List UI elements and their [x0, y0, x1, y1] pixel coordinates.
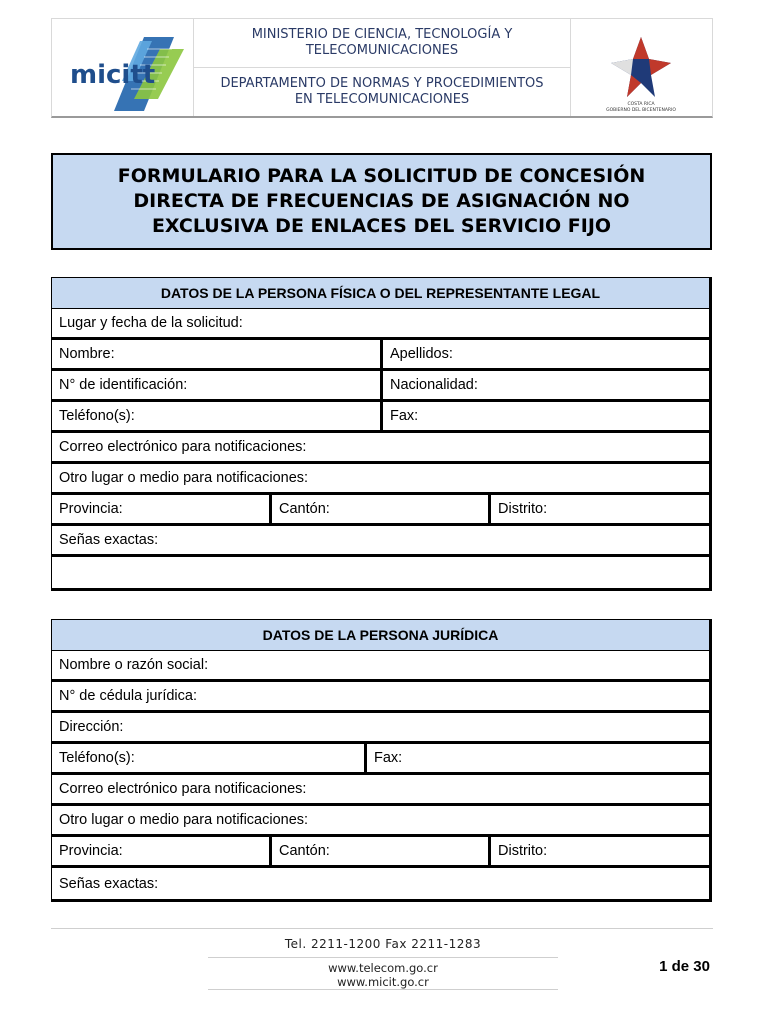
form-row: [52, 402, 709, 433]
direccion-field[interactable]: Dirección:: [59, 719, 124, 735]
micitt-logo-icon: [52, 19, 194, 119]
form-row: [52, 651, 709, 682]
svg-text:GOBIERNO DEL BICENTENARIO: GOBIERNO DEL BICENTENARIO: [606, 108, 676, 113]
persona-fisica-section: [51, 277, 712, 591]
persona-juridica-heading: DATOS DE LA PERSONA JURÍDICA: [52, 620, 709, 651]
form-row: [52, 495, 709, 526]
header-center: [194, 19, 570, 116]
nombre-field[interactable]: Nombre:: [52, 340, 383, 368]
razon-social-field[interactable]: Nombre o razón social:: [59, 657, 209, 673]
document-header: [51, 18, 713, 118]
lugar-fecha-field[interactable]: Lugar y fecha de la solicitud:: [59, 315, 243, 331]
star-emblem-icon: [571, 19, 713, 119]
form-row: [52, 309, 709, 340]
distrito-field[interactable]: Distrito:: [498, 843, 548, 859]
form-row: [52, 371, 709, 402]
costa-rica-logo: [570, 19, 712, 116]
telefono-field[interactable]: Teléfono(s):: [52, 402, 383, 430]
footer-divider: [51, 928, 713, 929]
identificacion-field[interactable]: N° de identificación:: [52, 371, 383, 399]
fax-field[interactable]: Fax:: [374, 750, 403, 766]
distrito-field[interactable]: Distrito:: [498, 501, 548, 517]
form-row: [52, 682, 709, 713]
form-row: [52, 557, 709, 588]
form-row: [52, 775, 709, 806]
form-row: [52, 837, 709, 868]
svg-text:micitt: micitt: [70, 60, 156, 90]
form-row: [52, 744, 709, 775]
provincia-field[interactable]: Provincia:: [52, 837, 272, 865]
otro-medio-field[interactable]: Otro lugar o medio para notificaciones:: [59, 812, 309, 828]
ministry-name: MINISTERIO DE CIENCIA, TECNOLOGÍA Y TELECOMUNICACIONES: [194, 19, 570, 68]
correo-field[interactable]: Correo electrónico para notificaciones:: [59, 781, 307, 797]
department-name: DEPARTAMENTO DE NORMAS Y PROCEDIMIENTOS EN TELECOMUNICACIONES: [220, 76, 544, 107]
persona-fisica-heading: DATOS DE LA PERSONA FÍSICA O DEL REPRESENTANTE LEGAL: [52, 278, 709, 309]
footer-phone: Tel. 2211-1200 Fax 2211-1283: [284, 937, 482, 951]
correo-field[interactable]: Correo electrónico para notificaciones:: [59, 439, 307, 455]
page-number: 1 de 30: [659, 958, 710, 975]
footer-websites: www.telecom.go.cr www.micit.go.cr: [208, 957, 558, 990]
form-row: [52, 868, 709, 899]
telefono-field[interactable]: Teléfono(s):: [52, 744, 367, 772]
form-row: [52, 340, 709, 371]
form-row: [52, 464, 709, 495]
cedula-juridica-field[interactable]: N° de cédula jurídica:: [59, 688, 197, 704]
otro-medio-field[interactable]: Otro lugar o medio para notificaciones:: [59, 470, 309, 486]
senas-field[interactable]: Señas exactas:: [59, 875, 159, 892]
nacionalidad-field[interactable]: Nacionalidad:: [390, 377, 478, 393]
apellidos-field[interactable]: Apellidos:: [390, 346, 453, 362]
fax-field[interactable]: Fax:: [390, 408, 419, 424]
form-row: [52, 526, 709, 557]
form-row: [52, 713, 709, 744]
form-row: [52, 433, 709, 464]
canton-field[interactable]: Cantón:: [272, 495, 491, 523]
senas-field[interactable]: Señas exactas:: [59, 532, 159, 548]
micitt-logo: [52, 19, 194, 116]
form-title: FORMULARIO PARA LA SOLICITUD DE CONCESIÓN DIRECTA DE FRECUENCIAS DE ASIGNACIÓN NO EXCLUSIVA DE ENLACES DEL SERVICIO FIJO: [51, 153, 712, 250]
canton-field[interactable]: Cantón:: [272, 837, 491, 865]
svg-text:COSTA RICA: COSTA RICA: [627, 102, 655, 107]
senas-input[interactable]: [52, 557, 709, 588]
form-row: [52, 806, 709, 837]
persona-juridica-section: [51, 619, 712, 902]
provincia-field[interactable]: Provincia:: [52, 495, 272, 523]
